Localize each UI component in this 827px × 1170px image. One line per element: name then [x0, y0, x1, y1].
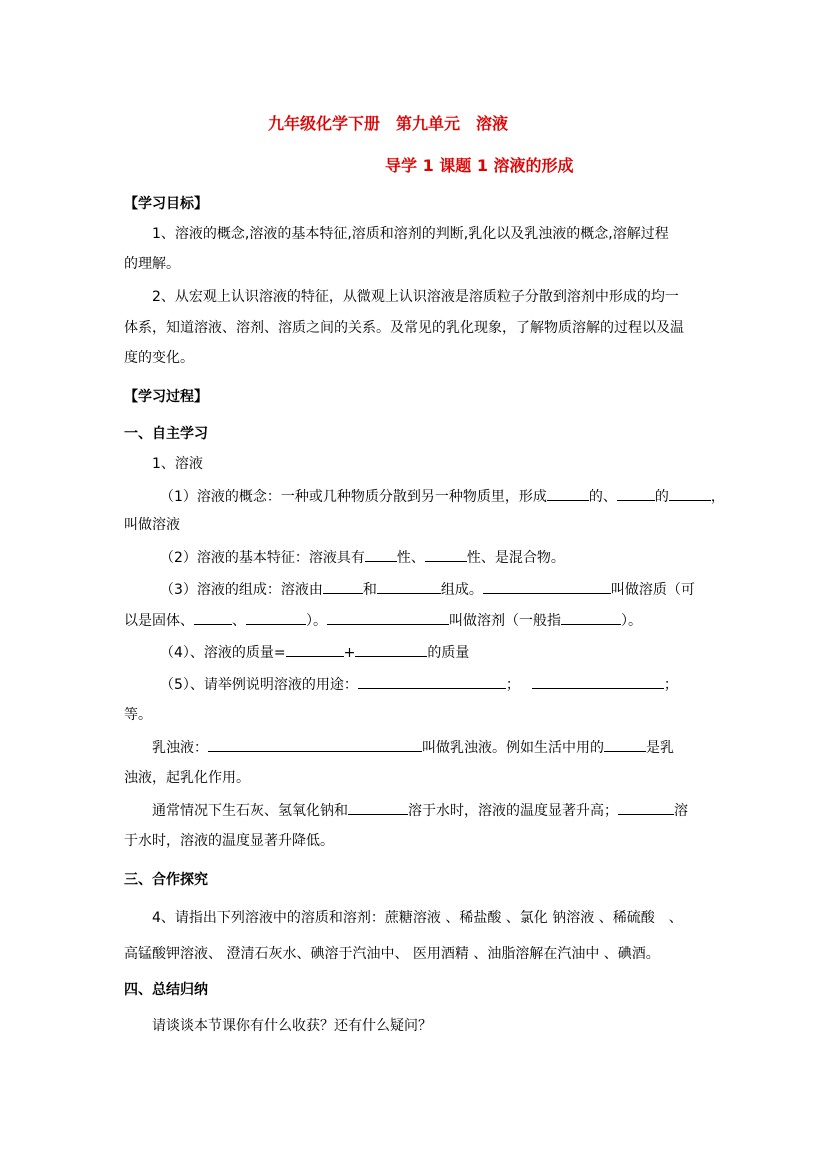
- question-2-text-b: 性、: [396, 550, 425, 566]
- question-1-text-c: 的: [654, 489, 669, 505]
- question-1-line-2: 叫做溶液: [124, 517, 180, 533]
- emulsion-line-1: [152, 737, 674, 758]
- objective-1-line-2: 的理解。: [124, 256, 180, 272]
- question-4-exercise-line-2: 高锰酸钾溶液、 澄清石灰水、碘溶于汽油中、 医用酒精 、油脂溶解在汽油中 、碘酒。: [124, 946, 660, 962]
- section-summary: 四、总结归纳: [124, 982, 208, 998]
- section-self-study: 一、自主学习: [124, 426, 208, 442]
- answer-blank[interactable]: [246, 610, 306, 625]
- question-5-text-a: （5）、请举例说明溶液的用途：: [160, 677, 358, 693]
- answer-blank[interactable]: [286, 642, 344, 657]
- question-3-text-i: ）。: [621, 613, 642, 629]
- question-3-text-b: 和: [362, 582, 377, 598]
- question-3-text-d: 叫做溶质（可: [610, 582, 695, 598]
- emulsion-text-b: 叫做乳浊液。例如生活中用的: [422, 740, 604, 756]
- section-cooperative-inquiry: 三、合作探究: [124, 872, 208, 888]
- answer-blank[interactable]: [348, 800, 408, 815]
- answer-blank[interactable]: [561, 610, 621, 625]
- objective-2-line-2: 体系，知道溶液、溶剂、溶质之间的关系。及常见的乳化现象，了解物质溶解的过程以及温: [124, 320, 684, 336]
- answer-blank[interactable]: [323, 579, 363, 594]
- answer-blank[interactable]: [604, 737, 646, 752]
- question-2-text-c: 性、是混合物。: [466, 550, 565, 566]
- question-3-line-2: [124, 610, 642, 631]
- objective-2-line-1: 2、从宏观上认识溶液的特征，从微观上认识溶液是溶质粒子分散到溶剂中形成的均一: [152, 289, 679, 305]
- temperature-text-c: 溶: [674, 803, 688, 819]
- question-2-text-a: （2）溶液的基本特征：溶液具有: [160, 550, 365, 566]
- question-4-text-b: +: [343, 645, 356, 661]
- question-2-line: [160, 547, 565, 568]
- answer-blank[interactable]: [327, 610, 449, 625]
- question-3-text-a: （3）溶液的组成：溶液由: [160, 582, 323, 598]
- temperature-line-2: 于水时，溶液的温度显著升降低。: [124, 833, 334, 849]
- subsection-solution: 1、溶液: [152, 456, 203, 472]
- question-4-text-a: （4）、溶液的质量=: [160, 645, 286, 661]
- question-3-text-c: 组成。: [440, 582, 483, 598]
- emulsion-text-c: 是乳: [646, 740, 674, 756]
- answer-blank[interactable]: [377, 579, 441, 594]
- objective-2-line-3: 度的变化。: [124, 350, 194, 366]
- question-1-line-1: [160, 486, 725, 507]
- question-4-exercise-line-1: 4、请指出下列溶液中的溶质和溶剂：蔗糖溶液 、稀盐酸 、氯化 钠溶液 、稀硫酸 、: [152, 910, 683, 926]
- emulsion-text-a: 乳浊液：: [152, 740, 208, 756]
- answer-blank[interactable]: [618, 800, 674, 815]
- document-subtitle: 导学 1 课题 1 溶液的形成: [385, 156, 574, 175]
- question-1-text-a: （1）溶液的概念：一种或几种物质分散到另一种物质里，形成: [160, 489, 547, 505]
- answer-blank[interactable]: [483, 579, 611, 594]
- question-5-text-b: ；: [505, 677, 520, 693]
- question-4-line: [160, 642, 469, 663]
- question-5-line-2: 等。: [124, 707, 152, 723]
- question-4-text-c: 的质量: [427, 645, 470, 661]
- question-3-text-f: 、: [232, 613, 246, 629]
- answer-blank[interactable]: [669, 486, 711, 501]
- question-3-text-h: 叫做溶剂（一般指: [449, 613, 561, 629]
- temperature-text-a: 通常情况下生石灰、氢氧化钠和: [152, 803, 348, 819]
- summary-prompt: 请谈谈本节课你有什么收获？还有什么疑问？: [152, 1018, 432, 1034]
- question-5-line-1: [160, 674, 678, 695]
- answer-blank[interactable]: [355, 642, 427, 657]
- question-3-text-e: 以是固体、: [124, 613, 194, 629]
- document-title: 九年级化学下册 第九单元 溶液: [268, 114, 509, 133]
- question-1-text-d: ，: [710, 489, 725, 505]
- answer-blank[interactable]: [532, 674, 664, 689]
- answer-blank[interactable]: [194, 610, 232, 625]
- question-3-line-1: [160, 579, 695, 600]
- question-3-text-g: ）。: [306, 613, 327, 629]
- answer-blank[interactable]: [547, 486, 589, 501]
- question-5-text-c: ；: [663, 677, 678, 693]
- answer-blank[interactable]: [358, 674, 506, 689]
- answer-blank[interactable]: [617, 486, 655, 501]
- emulsion-line-2: 浊液，起乳化作用。: [124, 770, 250, 786]
- temperature-text-b: 溶于水时，溶液的温度显著升高；: [408, 803, 618, 819]
- question-1-text-b: 的、: [588, 489, 617, 505]
- objective-1-line-1: 1、溶液的概念,溶液的基本特征,溶质和溶剂的判断,乳化以及乳浊液的概念,溶解过程: [152, 226, 669, 242]
- answer-blank[interactable]: [365, 547, 397, 562]
- answer-blank[interactable]: [425, 547, 467, 562]
- temperature-line-1: [152, 800, 688, 821]
- answer-blank[interactable]: [208, 737, 422, 752]
- objectives-heading: 【学习目标】: [124, 196, 208, 212]
- process-heading: 【学习过程】: [124, 389, 208, 405]
